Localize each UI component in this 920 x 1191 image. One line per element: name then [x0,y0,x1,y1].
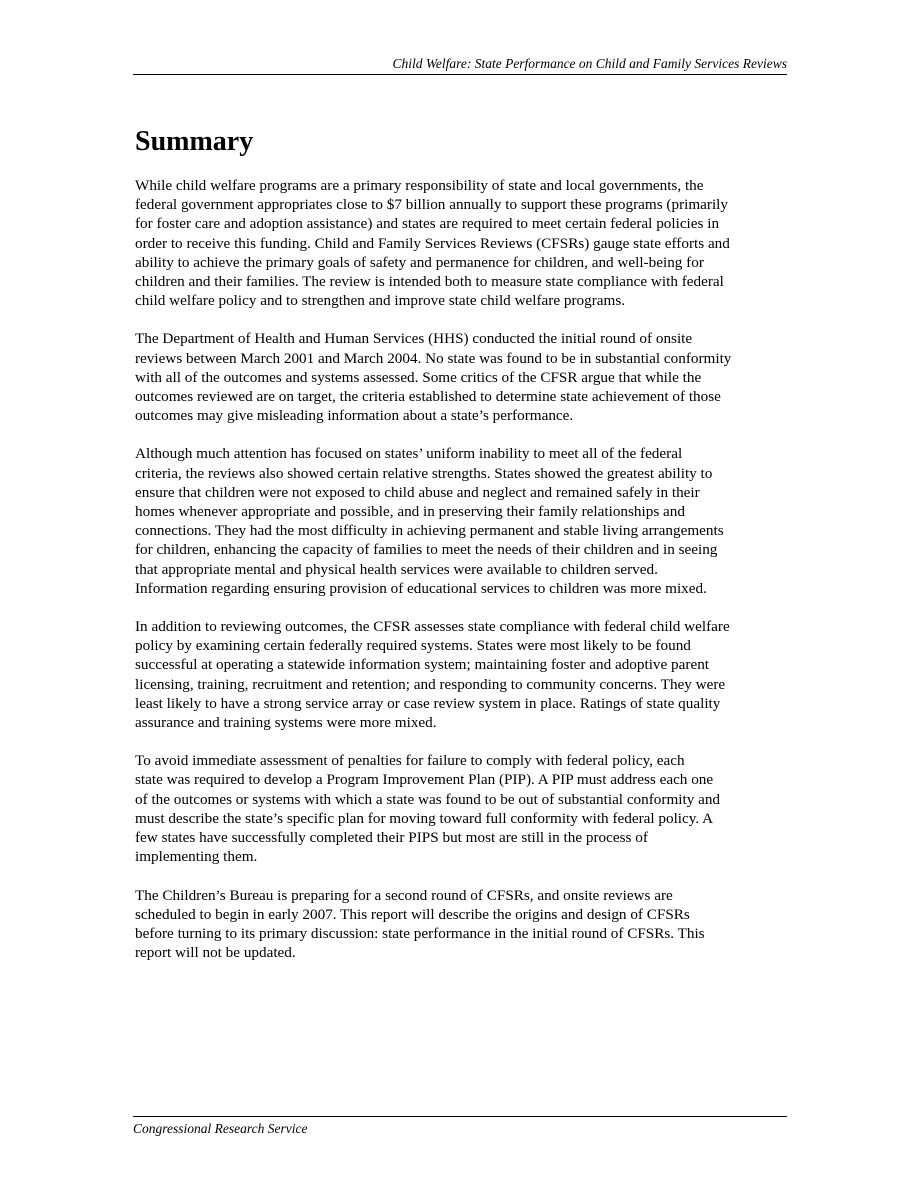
paragraph-line: before turning to its primary discussion: state performance in the initial round of CFSRs. This [135,924,705,942]
paragraph-line: reviews between March 2001 and March 2004. No state was found to be in substantial conformity [135,349,732,367]
paragraph-line: report will not be updated. [135,944,296,962]
paragraph-line: Information regarding ensuring provision of educational services to children was more mixed. [135,579,707,597]
paragraph-line: order to receive this funding. Child and Family Services Reviews (CFSRs) gauge state efforts and [135,234,730,252]
summary-paragraph [135,176,789,310]
paragraph-line: few states have successfully completed their PIPS but most are still in the process of [135,829,648,847]
summary-paragraph [135,329,789,425]
paragraph-line: must describe the state’s specific plan for moving toward full conformity with federal policy. A [135,809,714,827]
paragraph-line: In addition to reviewing outcomes, the CFSR assesses state compliance with federal child welfare [135,618,730,636]
page-title: Summary [135,126,254,157]
paragraph-line: children and their families. The review is intended both to measure state compliance with federal [135,273,724,291]
paragraph-line: that appropriate mental and physical health services were available to children served. [135,560,658,578]
paragraph-line: implementing them. [135,848,258,866]
paragraph-line: assurance and training systems were more mixed. [135,714,437,732]
paragraph-line: with all of the outcomes and systems assessed. Some critics of the CFSR argue that while the [135,368,702,386]
paragraph-line: connections. They had the most difficulty in achieving permanent and stable living arrangements [135,522,724,540]
paragraph-line: While child welfare programs are a primary responsibility of state and local governments, the [135,177,704,194]
summary-paragraph [135,444,789,598]
summary-body [135,176,789,981]
paragraph-line: outcomes reviewed are on target, the criteria established to determine state achievement of those [135,388,721,406]
paragraph-line: The Department of Health and Human Services (HHS) conducted the initial round of onsite [135,330,693,348]
paragraph-line: child welfare policy and to strengthen and improve state child welfare programs. [135,292,626,310]
paragraph-line: of the outcomes or systems with which a state was found to be out of substantial conformity and [135,790,721,808]
running-header [133,56,787,75]
paragraph-line: licensing, training, recruitment and retention; and responding to community concerns. They were [135,675,726,693]
paragraph-line: for foster care and adoption assistance) and states are required to meet certain federal policies in [135,215,720,233]
paragraph-line: ensure that children were not exposed to child abuse and neglect and remained safely in their [135,483,700,501]
paragraph-line: Although much attention has focused on states’ uniform inability to meet all of the federal [135,445,683,463]
paragraph-line: criteria, the reviews also showed certain relative strengths. States showed the greatest ability to [135,464,713,482]
paragraph-line: state was required to develop a Program Improvement Plan (PIP). A PIP must address each one [135,771,714,789]
paragraph-line: for children, enhancing the capacity of families to meet the needs of their children and in seeing [135,541,718,559]
running-footer [133,1116,787,1137]
summary-paragraph [135,751,789,866]
paragraph-line: homes whenever appropriate and possible, and in preserving their family relationships and [135,503,685,521]
running-header-title: Child Welfare: State Performance on Child and Family Services Reviews [392,56,787,71]
paragraph-line: policy by examining certain federally required systems. States were most likely to be found [135,637,691,655]
paragraph-line: successful at operating a statewide information system; maintaining foster and adoptive parent [135,656,710,674]
paragraph-line: To avoid immediate assessment of penalties for failure to comply with federal policy, each [135,752,685,770]
paragraph-line: outcomes may give misleading information about a state’s performance. [135,407,574,425]
paragraph-line: least likely to have a strong service array or case review system in place. Ratings of state quality [135,694,721,712]
paragraph-line: ability to achieve the primary goals of safety and permanence for children, and well-being for [135,253,704,271]
summary-paragraph [135,886,789,963]
paragraph-line: scheduled to begin in early 2007. This report will describe the origins and design of CFSRs [135,905,690,923]
footer-publisher: Congressional Research Service [133,1121,308,1136]
summary-paragraph [135,617,789,732]
paragraph-line: The Children’s Bureau is preparing for a second round of CFSRs, and onsite reviews are [135,886,673,904]
paragraph-line: federal government appropriates close to $7 billion annually to support these programs (primarily [135,196,728,214]
